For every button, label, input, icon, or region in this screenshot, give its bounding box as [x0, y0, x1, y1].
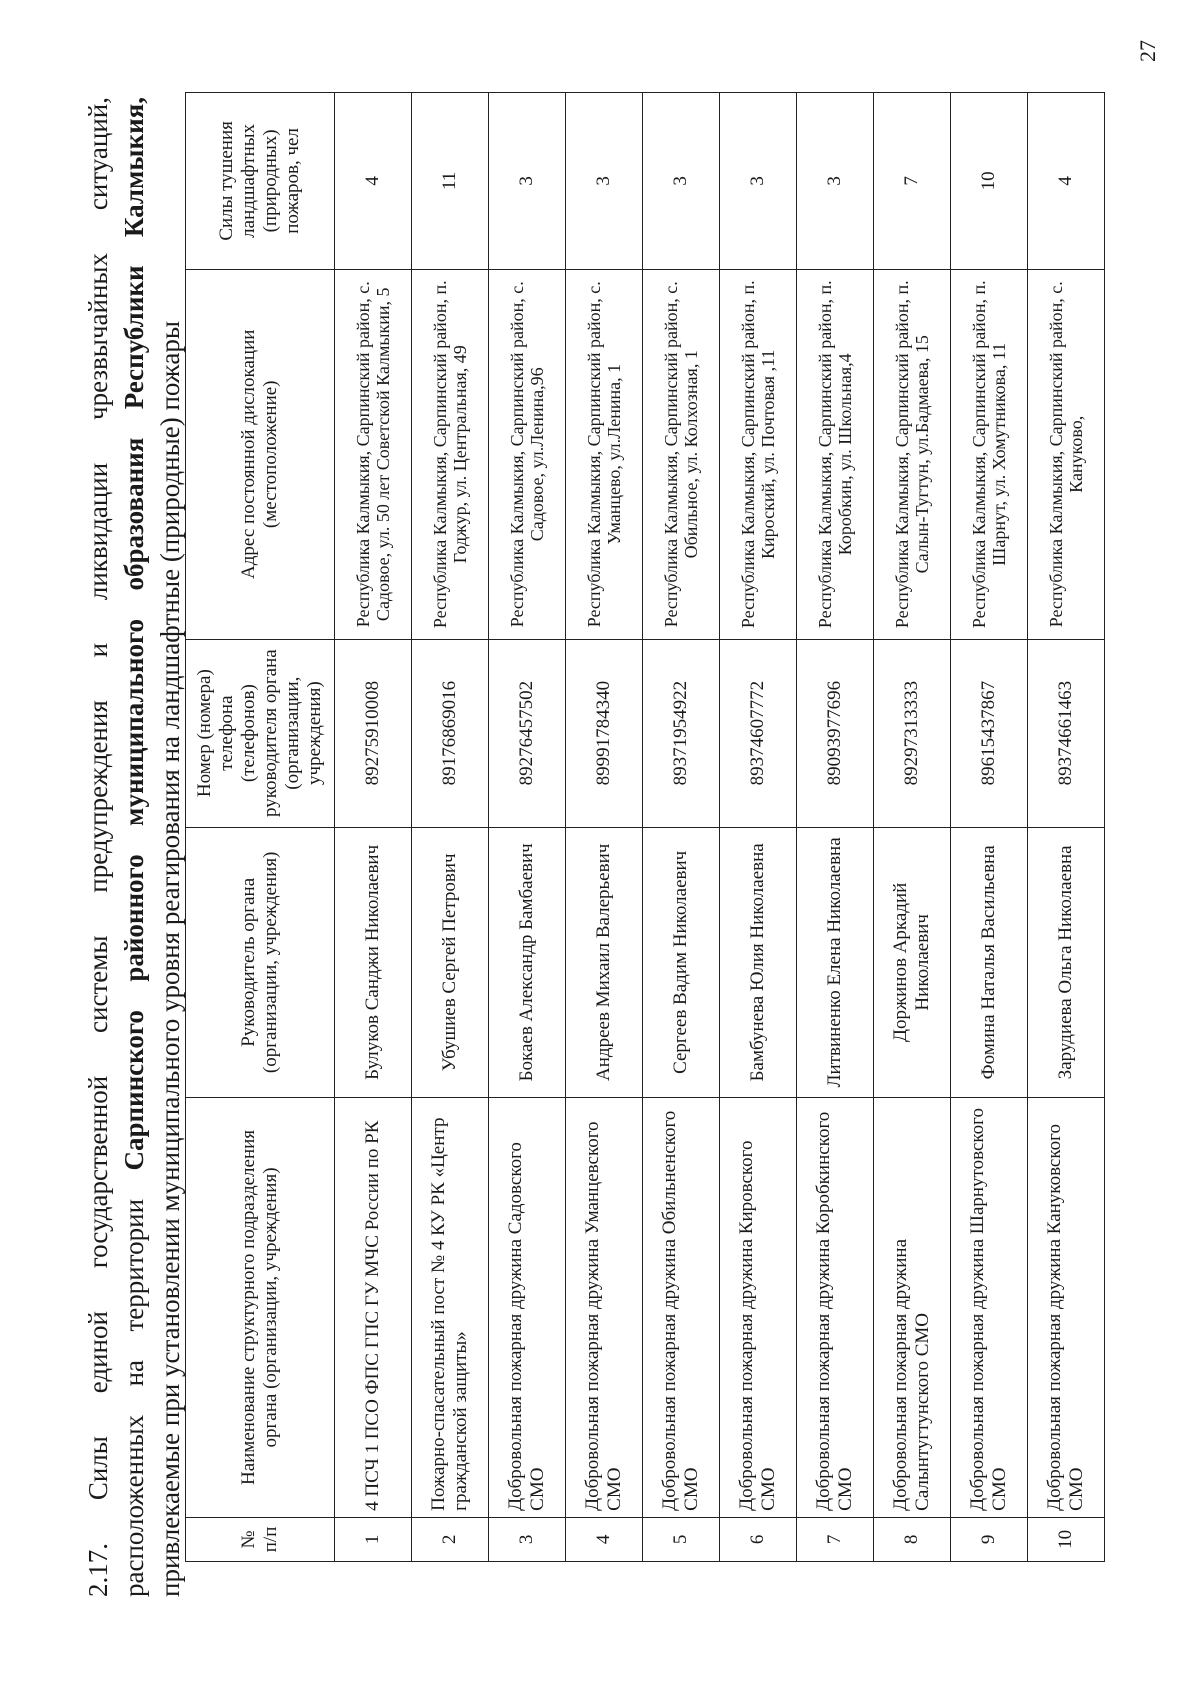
heading-line-2 — [116, 97, 152, 1597]
cell-name: Добровольная пожарная дружина Салынтугтунского СМО — [874, 1098, 951, 1518]
cell-phone: 89276457502 — [489, 639, 566, 827]
cell-num: 5 — [643, 1517, 720, 1561]
page-number: 27 — [1135, 40, 1160, 62]
cell-forces: 4 — [335, 93, 412, 270]
cell-num: 1 — [335, 1517, 412, 1561]
cell-name: 4 ПСЧ 1 ПСО ФПС ГПС ГУ МЧС России по РК — [335, 1098, 412, 1518]
cell-address: Республика Калмыкия, Сарпинский район, с. Садовое, ул.Ленина,96 — [489, 269, 566, 639]
cell-phone: 89176869016 — [412, 639, 489, 827]
cell-address: Республика Калмыкия, Сарпинский район, с. Кануково, — [1028, 269, 1105, 639]
forces-table — [185, 92, 1105, 1562]
cell-phone: 89275910008 — [335, 639, 412, 827]
cell-num: 9 — [951, 1517, 1028, 1561]
header-num: № п/п — [186, 1517, 335, 1561]
cell-num: 10 — [1028, 1517, 1105, 1561]
heading-line-1: 2.17. Силы единой государственной системы предупреждения и ликвидации чрезвычайных ситуаций, — [83, 97, 113, 1597]
table-row — [951, 93, 1028, 1562]
cell-name: Добровольная пожарная дружина Кировского СМО — [720, 1098, 797, 1518]
cell-phone: 89374661463 — [1028, 639, 1105, 827]
cell-forces: 4 — [1028, 93, 1105, 270]
cell-head: Зарудиева Ольга Николаевна — [1028, 827, 1105, 1098]
cell-address: Республика Калмыкия, Сарпинский район, п. Салын-Тугтун, ул.Бадмаева, 15 — [874, 269, 951, 639]
cell-name: Добровольная пожарная дружина Шарнутовского СМО — [951, 1098, 1028, 1518]
table-row — [412, 93, 489, 1562]
cell-address: Республика Калмыкия, Сарпинский район, п. Кироский, ул. Почтовая ,11 — [720, 269, 797, 639]
section-heading — [80, 97, 188, 1597]
table-row — [643, 93, 720, 1562]
cell-phone: 89093977696 — [797, 639, 874, 827]
cell-address: Республика Калмыкия, Сарпинский район, п. Коробкин, ул. Школьная,4 — [797, 269, 874, 639]
table-row — [797, 93, 874, 1562]
cell-address: Республика Калмыкия, Сарпинский район, с. Уманцево, ул.Ленина, 1 — [566, 269, 643, 639]
cell-phone: 89371954922 — [643, 639, 720, 827]
cell-name: Добровольная пожарная дружина Коробкинского СМО — [797, 1098, 874, 1518]
header-head: Руководитель органа (организации, учреждения) — [186, 827, 335, 1098]
cell-forces: 3 — [643, 93, 720, 270]
cell-head: Сергеев Вадим Николаевич — [643, 827, 720, 1098]
cell-head: Фомина Наталья Васильевна — [951, 827, 1028, 1098]
table-row — [874, 93, 951, 1562]
cell-num: 8 — [874, 1517, 951, 1561]
cell-forces: 7 — [874, 93, 951, 270]
cell-phone: 89374607772 — [720, 639, 797, 827]
table-row — [566, 93, 643, 1562]
heading-line-2-prefix: расположенных на территории — [119, 1170, 149, 1597]
header-address: Адрес постоянной дислокации (местоположение) — [186, 269, 335, 639]
cell-num: 3 — [489, 1517, 566, 1561]
cell-num: 6 — [720, 1517, 797, 1561]
table-header-row — [186, 93, 335, 1562]
table-row — [720, 93, 797, 1562]
cell-head: Убушиев Сергей Петрович — [412, 827, 489, 1098]
table-row — [489, 93, 566, 1562]
cell-address: Республика Калмыкия, Сарпинский район, п. Шарнут, ул. Хомутникова, 11 — [951, 269, 1028, 639]
cell-num: 4 — [566, 1517, 643, 1561]
cell-forces: 11 — [412, 93, 489, 270]
header-name: Наименование структурного подразделения органа (организации, учреждения) — [186, 1098, 335, 1518]
cell-name: Добровольная пожарная дружина Уманцевского СМО — [566, 1098, 643, 1518]
cell-phone: 89297313333 — [874, 639, 951, 827]
cell-name: Добровольная пожарная дружина Обильненского СМО — [643, 1098, 720, 1518]
cell-forces: 3 — [489, 93, 566, 270]
cell-forces: 3 — [797, 93, 874, 270]
heading-line-2-bold: Сарпинского районного муниципального образования Республики Калмыкия, — [119, 97, 149, 1171]
cell-address: Республика Калмыкия, Сарпинский район, п. Годжур, ул. Центральная, 49 — [412, 269, 489, 639]
cell-head: Бокаев Александр Бамбаевич — [489, 827, 566, 1098]
cell-head: Андреев Михаил Валерьевич — [566, 827, 643, 1098]
header-forces: Силы тушения ландшафтных (природных) пожаров, чел — [186, 93, 335, 270]
cell-head: Доржинов Аркадий Николаевич — [874, 827, 951, 1098]
heading-line-3: привлекаемые при установлении муниципального уровня реагирования на ландшафтные (природные) пожары — [155, 320, 185, 1597]
cell-num: 7 — [797, 1517, 874, 1561]
header-phone: Номер (номера) телефона (телефонов) руководителя органа (организации, учреждения) — [186, 639, 335, 827]
cell-head: Бамбунева Юлия Николаевна — [720, 827, 797, 1098]
cell-name: Добровольная пожарная дружина Садовского СМО — [489, 1098, 566, 1518]
cell-head: Булуков Санджи Николаевич — [335, 827, 412, 1098]
cell-forces: 3 — [566, 93, 643, 270]
table-row — [335, 93, 412, 1562]
cell-phone: 89615437867 — [951, 639, 1028, 827]
table-row — [1028, 93, 1105, 1562]
cell-address: Республика Калмыкия, Сарпинский район, с. Обильное, ул. Колхозная, 1 — [643, 269, 720, 639]
cell-address: Республика Калмыкия, Сарпинский район, с. Садовое, ул. 50 лет Советской Калмыкии, 5 — [335, 269, 412, 639]
cell-head: Литвиненко Елена Николаевна — [797, 827, 874, 1098]
cell-forces: 10 — [951, 93, 1028, 270]
cell-name: Добровольная пожарная дружина Кануковского СМО — [1028, 1098, 1105, 1518]
cell-phone: 89991784340 — [566, 639, 643, 827]
cell-num: 2 — [412, 1517, 489, 1561]
cell-name: Пожарно-спасательный пост № 4 КУ РК «Центр гражданской защиты» — [412, 1098, 489, 1518]
cell-forces: 3 — [720, 93, 797, 270]
